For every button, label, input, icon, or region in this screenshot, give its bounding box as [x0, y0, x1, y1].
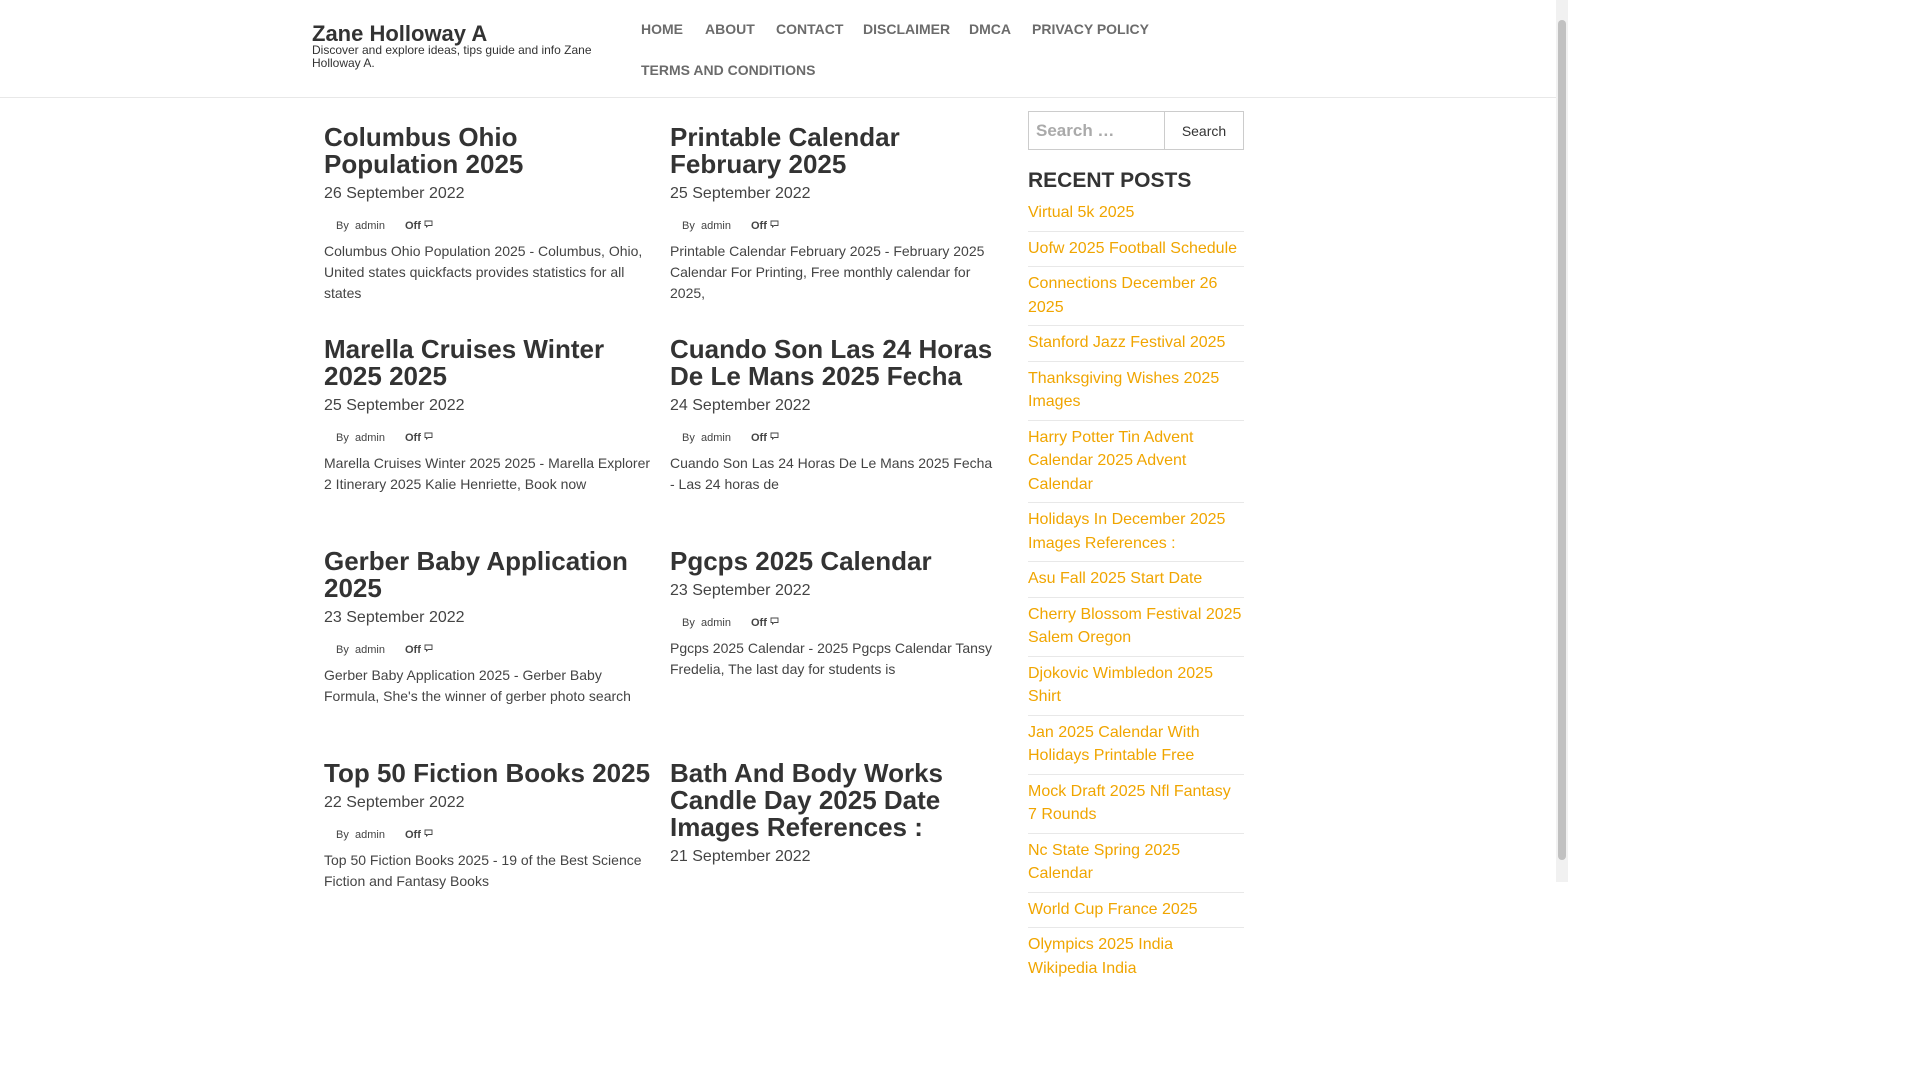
- post-excerpt: Pgcps 2025 Calendar - 2025 Pgcps Calendar Tansy Fredelia, The last day for students is: [670, 640, 992, 677]
- post-author[interactable]: admin: [701, 220, 731, 232]
- post-author[interactable]: admin: [355, 220, 385, 232]
- post-meta-by: By: [336, 829, 349, 841]
- post-title[interactable]: Columbus Ohio Population 2025: [324, 122, 524, 179]
- recent-post-link[interactable]: Thanksgiving Wishes 2025 Images: [1028, 362, 1244, 421]
- post-meta-by: By: [336, 220, 349, 232]
- post-date: 26 September 2022: [324, 185, 465, 202]
- comment-icon: [770, 432, 779, 440]
- recent-post-link[interactable]: Djokovic Wimbledon 2025 Shirt: [1028, 657, 1244, 716]
- search-input[interactable]: [1028, 111, 1165, 150]
- nav-home[interactable]: HOME: [641, 21, 683, 37]
- recent-post-link[interactable]: Stanford Jazz Festival 2025: [1028, 326, 1244, 362]
- post-card: [670, 548, 1000, 680]
- post-excerpt: Marella Cruises Winter 2025 2025 - Marella Explorer 2 Itinerary 2025 Kalie Henriette, Book now: [324, 455, 651, 492]
- nav-dmca[interactable]: DMCA: [969, 21, 1011, 37]
- post-title[interactable]: Pgcps 2025 Calendar: [670, 546, 932, 576]
- nav-privacy-policy[interactable]: PRIVACY POLICY: [1032, 21, 1149, 37]
- post-card: [670, 124, 1000, 304]
- post-comments-status: Off: [751, 617, 767, 629]
- search-button[interactable]: Search: [1164, 111, 1244, 150]
- post-meta: [324, 220, 654, 232]
- scrollbar-thumb[interactable]: [1558, 20, 1566, 860]
- post-date: 24 September 2022: [670, 397, 811, 414]
- comment-icon: [424, 220, 433, 228]
- post-excerpt: Printable Calendar February 2025 - February 2025 Calendar For Printing, Free monthly calendar for 2025,: [670, 243, 985, 301]
- post-author[interactable]: admin: [355, 644, 385, 656]
- post-title[interactable]: Printable Calendar February 2025: [670, 122, 900, 179]
- page-scrollbar[interactable]: [1556, 0, 1568, 882]
- post-card: [324, 124, 654, 304]
- recent-post-link[interactable]: World Cup France 2025: [1028, 893, 1244, 929]
- site-description: Discover and explore ideas, tips guide and info Zane Holloway A.: [312, 43, 592, 70]
- post-title[interactable]: Top 50 Fiction Books 2025: [324, 758, 651, 788]
- post-title[interactable]: Cuando Son Las 24 Horas De Le Mans 2025 Fecha: [670, 334, 993, 391]
- post-comments-status: Off: [751, 432, 767, 444]
- recent-post-link[interactable]: Nc State Spring 2025 Calendar: [1028, 834, 1244, 893]
- recent-post-link[interactable]: Asu Fall 2025 Start Date: [1028, 562, 1244, 598]
- post-author[interactable]: admin: [701, 617, 731, 629]
- post-card: [670, 760, 1000, 866]
- recent-posts-list: [1028, 196, 1244, 986]
- post-title[interactable]: Gerber Baby Application 2025: [324, 546, 628, 603]
- post-meta-by: By: [682, 432, 695, 444]
- recent-post-link[interactable]: Mock Draft 2025 Nfl Fantasy 7 Rounds: [1028, 775, 1244, 834]
- post-card: [324, 336, 654, 495]
- site-header: [0, 0, 1556, 98]
- recent-post-link[interactable]: Jan 2025 Calendar With Holidays Printable Free: [1028, 716, 1244, 775]
- recent-post-link[interactable]: Harry Potter Tin Advent Calendar 2025 Advent Calendar: [1028, 421, 1244, 504]
- post-meta: [670, 432, 1000, 444]
- nav-disclaimer[interactable]: DISCLAIMER: [863, 21, 951, 37]
- recent-post-link[interactable]: Connections December 26 2025: [1028, 267, 1244, 326]
- post-excerpt: Cuando Son Las 24 Horas De Le Mans 2025 Fecha - Las 24 horas de: [670, 455, 993, 492]
- post-meta: [324, 644, 654, 656]
- post-author[interactable]: admin: [355, 829, 385, 841]
- post-comments-status: Off: [405, 829, 421, 841]
- post-meta: [670, 617, 1000, 629]
- post-comments-status: Off: [405, 644, 421, 656]
- nav-terms-and-conditions[interactable]: TERMS AND CONDITIONS: [641, 62, 816, 78]
- comment-icon: [770, 617, 779, 625]
- post-meta: [324, 829, 654, 841]
- comment-icon: [424, 432, 433, 440]
- post-card: [670, 336, 1000, 495]
- post-date: 25 September 2022: [670, 185, 811, 202]
- post-comments-status: Off: [405, 220, 421, 232]
- post-meta-by: By: [682, 220, 695, 232]
- post-meta: [670, 220, 1000, 232]
- recent-post-link[interactable]: Uofw 2025 Football Schedule: [1028, 232, 1244, 268]
- post-date: 23 September 2022: [324, 609, 465, 626]
- comment-icon: [770, 220, 779, 228]
- post-meta-by: By: [336, 432, 349, 444]
- post-date: 21 September 2022: [670, 848, 811, 865]
- post-excerpt: Columbus Ohio Population 2025 - Columbus, Ohio, United states quickfacts provides statistics for all states: [324, 243, 643, 301]
- post-meta-by: By: [336, 644, 349, 656]
- post-meta: [324, 432, 654, 444]
- post-date: 23 September 2022: [670, 582, 811, 599]
- recent-post-link[interactable]: Olympics 2025 India Wikipedia India: [1028, 936, 1173, 977]
- comment-icon: [424, 829, 433, 837]
- post-title[interactable]: Marella Cruises Winter 2025 2025: [324, 334, 605, 391]
- comment-icon: [424, 644, 433, 652]
- recent-post-link[interactable]: Cherry Blossom Festival 2025 Salem Oregon: [1028, 598, 1244, 657]
- nav-contact[interactable]: CONTACT: [776, 21, 844, 37]
- site-title[interactable]: Zane Holloway A: [312, 21, 488, 46]
- nav-about[interactable]: ABOUT: [705, 21, 755, 37]
- post-date: 22 September 2022: [324, 794, 465, 811]
- post-card: [324, 548, 654, 707]
- post-excerpt: Top 50 Fiction Books 2025 - 19 of the Best Science Fiction and Fantasy Books: [324, 852, 642, 889]
- post-card: [324, 760, 654, 892]
- post-author[interactable]: admin: [701, 432, 731, 444]
- post-title[interactable]: Bath And Body Works Candle Day 2025 Date Images References :: [670, 758, 944, 842]
- post-excerpt: Gerber Baby Application 2025 - Gerber Baby Formula, She's the winner of gerber photo search: [324, 667, 631, 704]
- post-comments-status: Off: [751, 220, 767, 232]
- recent-post-link[interactable]: Virtual 5k 2025: [1028, 196, 1244, 232]
- post-author[interactable]: admin: [355, 432, 385, 444]
- recent-posts-title: RECENT POSTS: [1028, 169, 1192, 192]
- post-meta-by: By: [682, 617, 695, 629]
- post-comments-status: Off: [405, 432, 421, 444]
- recent-post-link[interactable]: Holidays In December 2025 Images References :: [1028, 503, 1244, 562]
- post-date: 25 September 2022: [324, 397, 465, 414]
